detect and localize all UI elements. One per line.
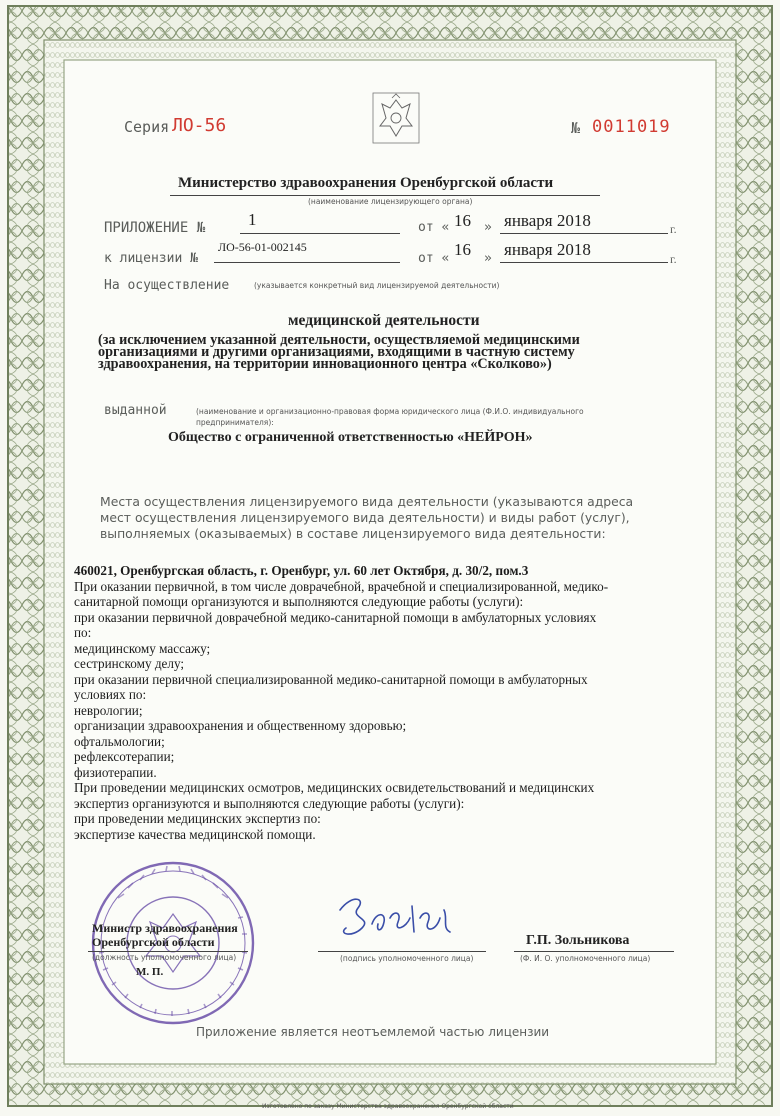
number-value: 0011019 [592, 117, 671, 137]
authority-underline [170, 195, 600, 196]
activity-label: На осуществление [104, 278, 230, 293]
license-ref-from-label: от « [418, 251, 450, 266]
works-line: При оказании первичной, в том числе доврачебной, врачебной и специализированной, медико- [74, 578, 609, 594]
printer-imprint: Изготовлено по заказу Министерства здравоохранения Оренбургской области [262, 1103, 514, 1110]
places-intro-line: выполняемых (оказываемых) в составе лицензируемого вида деятельности: [100, 526, 606, 541]
activity-title: медицинской деятельности [288, 312, 480, 329]
license-ref-quote-close: » [484, 251, 492, 266]
works-line: экспертизе качества медицинской помощи. [74, 826, 316, 842]
activity-exclusion-line: (за исключением указанной деятельности, осуществляемой медицинскими [98, 332, 580, 348]
works-line: при проведении медицинских экспертиз по: [74, 811, 321, 826]
series-label: Серия [124, 118, 170, 136]
works-line: при оказании первичной специализированной медико-санитарной помощи в амбулаторных [74, 671, 588, 687]
licensing-authority-name: Министерство здравоохранения Оренбургской области [178, 175, 554, 191]
appendix-date-line [500, 233, 668, 234]
appendix-month-year: января 2018 [504, 211, 591, 230]
activity-caption: (указывается конкретный вид лицензируемой деятельности) [254, 281, 500, 290]
works-list [74, 563, 702, 842]
works-line: санитарной помощи организуются и выполняются следующие работы (услуги): [74, 594, 524, 609]
appendix-quote-close: » [484, 220, 492, 235]
number-label: № [571, 119, 581, 137]
works-line: при оказании первичной доврачебной медико-санитарной помощи в амбулаторных условиях [74, 609, 597, 625]
works-line: физиотерапии. [74, 764, 157, 780]
appendix-from-label: от « [418, 220, 450, 235]
appendix-year-suffix: г. [670, 222, 677, 236]
signer-name-line [514, 951, 674, 952]
activity-exclusion-line: организациями и другими организациями, входящими в частную систему [98, 344, 575, 360]
works-line: экспертиз организуются и выполняются следующие работы (услуги): [74, 795, 465, 811]
signature-line [318, 951, 486, 952]
works-line: организации здравоохранения и общественному здоровью; [74, 718, 407, 733]
appendix-label: ПРИЛОЖЕНИЕ № [104, 220, 206, 236]
issued-caption-line1: (наименование и организационно-правовая форма юридического лица (Ф.И.О. индивидуального [196, 407, 584, 416]
signer-position-line2: Оренбургской области [92, 935, 215, 949]
handwritten-signature [332, 888, 462, 948]
license-ref-number: ЛО-56-01-002145 [218, 240, 307, 254]
activity-exclusion [98, 334, 690, 370]
address-line: 460021, Оренбургская область, г. Оренбург, ул. 60 лет Октября, д. 30/2, пом.3 [74, 563, 529, 578]
license-ref-label: к лицензии № [104, 251, 198, 266]
issued-label: выданной [104, 403, 167, 418]
series-value: ЛО-56 [172, 115, 227, 136]
signer-position-line [88, 951, 248, 952]
appendix-number: 1 [248, 210, 257, 229]
appendix-day: 16 [454, 211, 471, 230]
places-intro-line: Места осуществления лицензируемого вида деятельности (указываются адреса [100, 494, 634, 509]
places-intro-line: мест осуществления лицензируемого вида деятельности) и виды работ (услуг), [100, 510, 630, 525]
works-line: При проведении медицинских осмотров, медицинских освидетельствований и медицинских [74, 780, 595, 795]
works-line: медицинскому массажу; [74, 640, 211, 656]
license-ref-year-suffix: г. [670, 252, 677, 266]
license-ref-day: 16 [454, 240, 471, 259]
stamp-place-label: М. П. [136, 966, 164, 978]
signer-position-caption: (должность уполномоченного лица) [92, 953, 237, 962]
license-ref-month-year: января 2018 [504, 240, 591, 259]
signature-caption: (подпись уполномоченного лица) [340, 954, 474, 963]
authority-caption: (наименование лицензирующего органа) [308, 197, 473, 206]
appendix-footer-note: Приложение является неотъемлемой частью лицензии [196, 1025, 550, 1039]
organization-name: Общество с ограниченной ответственностью «НЕЙРОН» [168, 430, 533, 445]
works-line: по: [74, 625, 92, 640]
works-line: условиях по: [74, 687, 147, 702]
appendix-number-line [240, 233, 400, 234]
works-line: сестринскому делу; [74, 656, 185, 671]
works-line: рефлексотерапии; [74, 749, 175, 764]
license-ref-number-line [214, 262, 400, 263]
license-ref-date-line [500, 262, 668, 263]
works-line: неврологии; [74, 702, 143, 718]
signer-name-caption: (Ф. И. О. уполномоченного лица) [520, 954, 651, 963]
signer-name: Г.П. Зольникова [526, 933, 630, 948]
works-line: офтальмологии; [74, 733, 165, 749]
activity-exclusion-line: здравоохранения, на территории инновационного центра «Сколково») [98, 356, 552, 372]
signer-position-line1: Министр здравоохранения [92, 921, 238, 935]
issued-caption-line2: предпринимателя): [196, 418, 274, 427]
places-intro [100, 494, 684, 542]
coat-of-arms-emblem [372, 92, 420, 144]
